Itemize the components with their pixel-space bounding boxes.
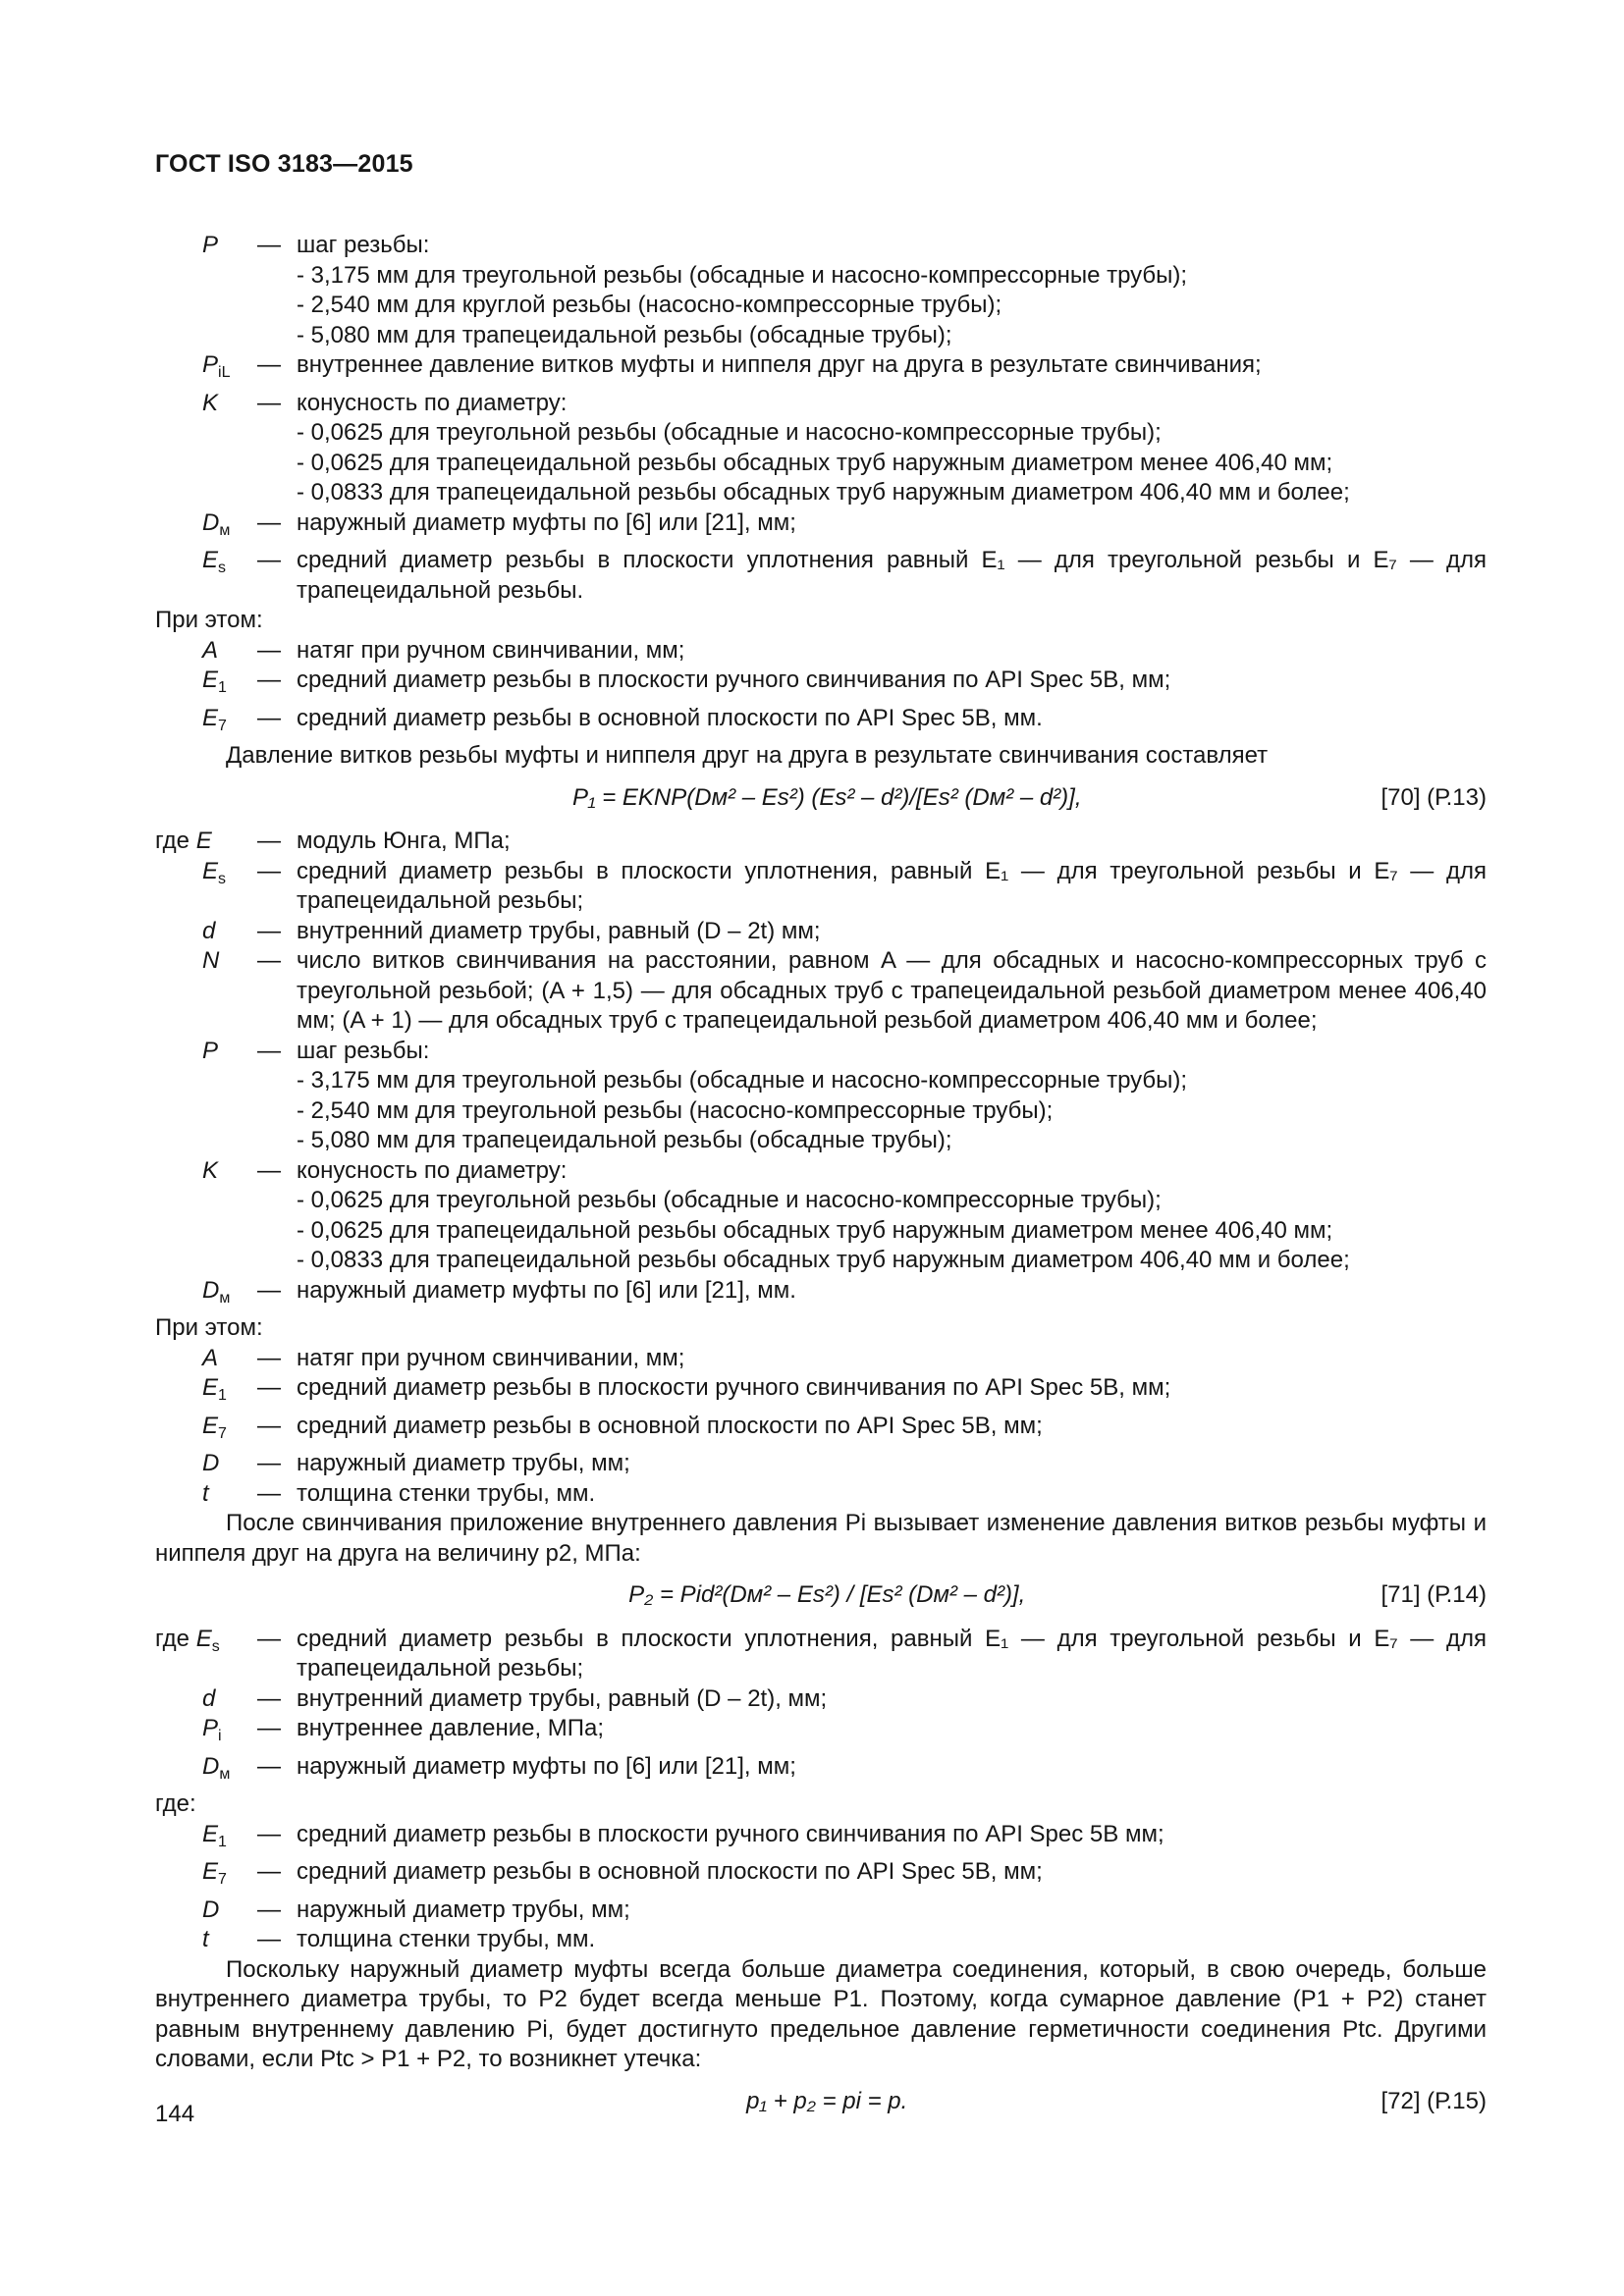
paragraph: Поскольку наружный диаметр муфты всегда больше диаметра соединения, который, в свою очередь, больше внутреннего диаметра трубы, то P2 будет всегда меньше P1. Поэтому, когда сумарное давление (P1 + P2) станет равным внутреннему давлению Pi, будет достигнуто предельное давление герметичности соединения Ptc. Другими словами, если Ptc > P1 + P2, то возникнет утечка: bbox=[155, 1955, 1487, 2072]
list-item: - 0,0833 для трапецеидальной резьбы обсадных труб наружным диаметром 406,40 мм и более; bbox=[297, 1247, 1350, 1273]
definition-D: D — наружный диаметр трубы, мм; bbox=[202, 1896, 630, 1923]
definition-E7: $E_7$ — средний диаметр резьбы в основной плоскости по API Spec 5В, мм. bbox=[202, 704, 1043, 734]
definition-Es: где $E_s$ — средний диаметр резьбы в плоскости уплотнения, равный E₁ — для треугольной резьбы и E₇ — для трапецеидальной резьбы; bbox=[155, 1625, 1487, 1682]
paragraph: После свинчивания приложение внутреннего давления Pi вызывает изменение давления витков резьбы муфты и ниппеля друг на друга на величину p2, МПа: bbox=[155, 1510, 1487, 1567]
section-label: где: bbox=[155, 1790, 196, 1817]
definition-d: d — внутренний диаметр трубы, равный (D – 2t) мм; bbox=[202, 917, 821, 944]
formula-70: P₁ = EKNP(Dм² – Es²) (Es² – d²)/[Es² (Dм² – d²)], [70] (Р.13) bbox=[571, 783, 1487, 811]
definition-E7: $E_7$ — средний диаметр резьбы в основной плоскости по API Spec 5В, мм; bbox=[202, 1412, 1043, 1442]
definition-d: d — внутренний диаметр трубы, равный (D – 2t), мм; bbox=[202, 1684, 828, 1712]
definition-Pi: $P_i$ — внутреннее давление, МПа; bbox=[202, 1715, 605, 1744]
list-item: - 0,0625 для трапецеидальной резьбы обсадных труб наружным диаметром менее 406,40 мм; bbox=[297, 1216, 1333, 1244]
definition-D: D — наружный диаметр трубы, мм; bbox=[202, 1450, 630, 1476]
list-item: - 0,0625 для трапецеидальной резьбы обсадных труб наружным диаметром менее 406,40 мм; bbox=[297, 449, 1333, 476]
definition-E1: $E_1$ — средний диаметр резьбы в плоскости ручного свинчивания по API Spec 5В, мм; bbox=[202, 1374, 1171, 1404]
definition-PiL: $P_{iL}$ — внутреннее давление витков муфты и ниппеля друг на друга в результате свинчивания; bbox=[202, 351, 1262, 381]
list-item: - 0,0625 для треугольной резьбы (обсадные и насосно-компрессорные трубы); bbox=[297, 1187, 1162, 1213]
section-label: При этом: bbox=[155, 1314, 263, 1341]
definition-E7: $E_7$ — средний диаметр резьбы в основной плоскости по API Spec 5В, мм; bbox=[202, 1858, 1043, 1888]
list-item: - 3,175 мм для треугольной резьбы (обсадные и насосно-компрессорные трубы); bbox=[297, 1067, 1188, 1094]
list-item: - 5,080 мм для трапецеидальной резьбы (обсадные трубы); bbox=[297, 321, 952, 348]
page-number: 144 bbox=[155, 2101, 195, 2127]
definition-t: t — толщина стенки трубы, мм. bbox=[202, 1479, 596, 1507]
definition-P: P — шаг резьбы: bbox=[202, 1037, 430, 1064]
definition-A: A — натяг при ручном свинчивании, мм; bbox=[202, 1344, 685, 1371]
definition-A: A — натяг при ручном свинчивании, мм; bbox=[202, 636, 685, 664]
list-item: - 2,540 мм для круглой резьбы (насосно-компрессорные трубы); bbox=[297, 292, 1002, 318]
definition-N: N — число витков свинчивания на расстоянии, равном A — для обсадных и насосно-компрессорных труб с треугольной резьбой; (A + 1,5) — для обсадных труб с трапецеидальной резьбой диаметром менее 406,40 мм; (A + 1) — для обсадных труб с трапецеидальной резьбой диаметром 406,40 мм и более; bbox=[202, 947, 1487, 1034]
definition-Es: $E_s$ — средний диаметр резьбы в плоскости уплотнения, равный E₁ — для треугольной резьбы и E₇ — для трапецеидальной резьбы; bbox=[202, 857, 1487, 914]
definition-E1: $E_1$ — средний диаметр резьбы в плоскости ручного свинчивания по API Spec 5В мм; bbox=[202, 1820, 1164, 1850]
list-item: - 2,540 мм для треугольной резьбы (насосно-компрессорные трубы); bbox=[297, 1096, 1054, 1124]
document-header: ГОСТ ISO 3183—2015 bbox=[155, 150, 413, 178]
definition-Dm: $D_м$ — наружный диаметр муфты по [6] или [21], мм; bbox=[202, 1752, 796, 1783]
section-label: При этом: bbox=[155, 607, 263, 633]
definition-t: t — толщина стенки трубы, мм. bbox=[202, 1926, 596, 1952]
definition-K: K — конусность по диаметру: bbox=[202, 1156, 568, 1184]
definition-Es: $E_s$ — средний диаметр резьбы в плоскости уплотнения равный E₁ — для треугольной резьбы и E₇ — для трапецеидальной резьбы. bbox=[202, 547, 1487, 604]
definition-P: P — шаг резьбы: bbox=[202, 232, 430, 258]
definition-E1: $E_1$ — средний диаметр резьбы в плоскости ручного свинчивания по API Spec 5В, мм; bbox=[202, 667, 1171, 696]
definition-K: K — конусность по диаметру: bbox=[202, 389, 568, 416]
definition-E: где E — модуль Юнга, МПа; bbox=[155, 828, 511, 854]
definition-Dm: $D_м$ — наружный диаметр муфты по [6] или [21], мм; bbox=[202, 508, 796, 539]
list-item: - 0,0625 для треугольной резьбы (обсадные и насосно-компрессорные трубы); bbox=[297, 419, 1162, 446]
document-body bbox=[155, 231, 1487, 2130]
definition-Dm: $D_м$ — наружный диаметр муфты по [6] или [21], мм. bbox=[202, 1276, 796, 1307]
paragraph: Давление витков резьбы муфты и ниппеля друг на друга в результате свинчивания составляет bbox=[226, 742, 1269, 769]
list-item: - 3,175 мм для треугольной резьбы (обсадные и насосно-компрессорные трубы); bbox=[297, 261, 1188, 289]
formula-71: P₂ = Pid²(Dм² – Es²) / [Es² (Dм² – d²)], [71] (Р.14) bbox=[628, 1581, 1487, 1608]
list-item: - 0,0833 для трапецеидальной резьбы обсадных труб наружным диаметром 406,40 мм и более; bbox=[297, 479, 1350, 506]
list-item: - 5,080 мм для трапецеидальной резьбы (обсадные трубы); bbox=[297, 1127, 952, 1153]
formula-72: p₁ + p₂ = pi = p. [72] (Р.15) bbox=[746, 2087, 1487, 2114]
